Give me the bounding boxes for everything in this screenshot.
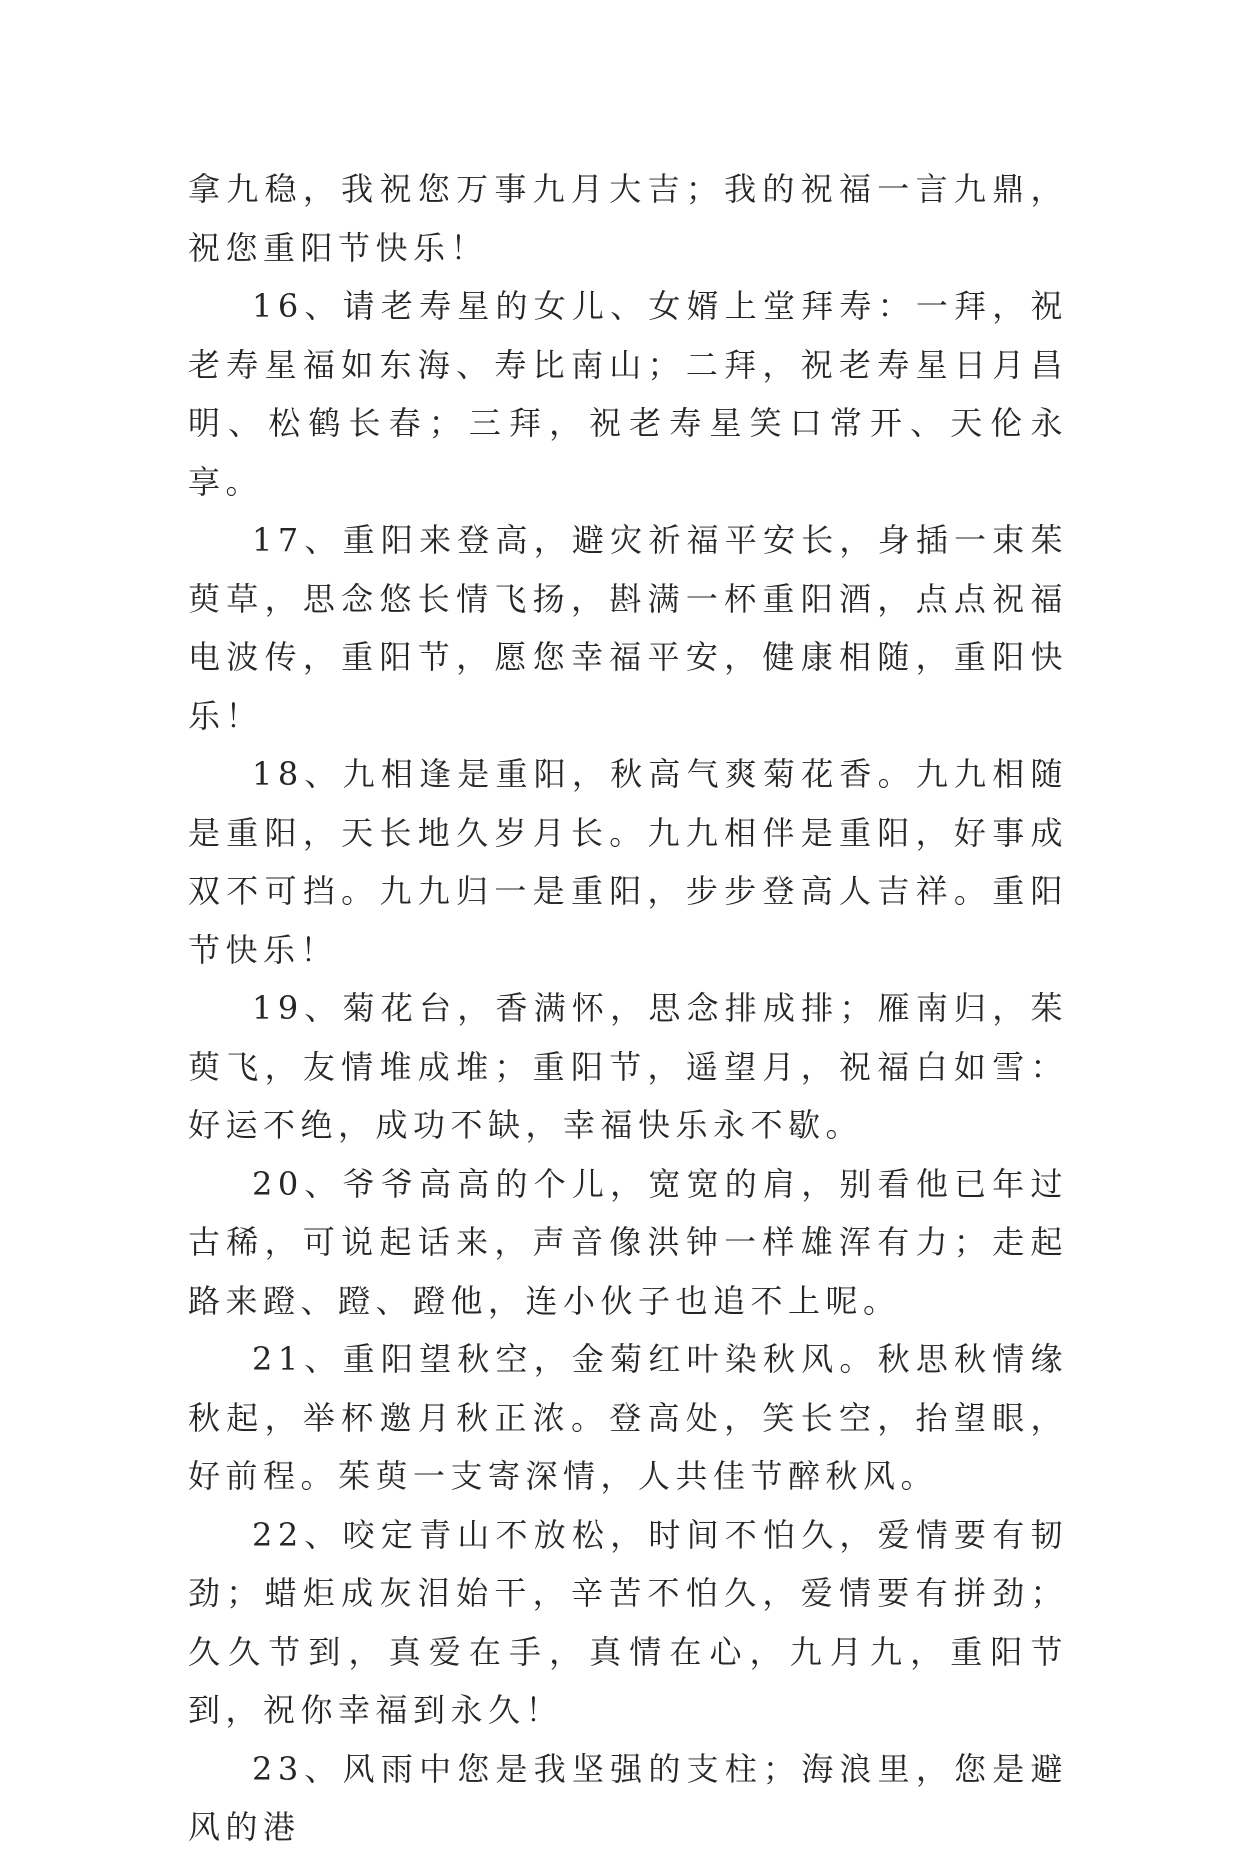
document-body: [188, 160, 1068, 1857]
paragraph-continuation: 拿九稳，我祝您万事九月大吉；我的祝福一言九鼎，祝您重阳节快乐！: [188, 170, 1068, 267]
paragraph-22: 22、咬定青山不放松，时间不怕久，爱情要有韧劲；蜡炬成灰泪始干，辛苦不怕久，爱情要有拼劲；久久节到，真爱在手，真情在心，九月九，重阳节到，祝你幸福到永久！: [188, 1515, 1068, 1729]
paragraph-18: 18、九相逢是重阳，秋高气爽菊花香。九九相随是重阳，天长地久岁月长。九九相伴是重阳，好事成双不可挡。九九归一是重阳，步步登高人吉祥。重阳节快乐！: [188, 755, 1068, 969]
paragraph-19: 19、菊花台，香满怀，思念排成排；雁南归，茱萸飞，友情堆成堆；重阳节，遥望月，祝福白如雪：好运不绝，成功不缺，幸福快乐永不歇。: [188, 989, 1068, 1144]
paragraph-23: 23、风雨中您是我坚强的支柱；海浪里，您是避风的港: [188, 1749, 1068, 1846]
paragraph-16: 16、请老寿星的女儿、女婿上堂拜寿：一拜，祝老寿星福如东海、寿比南山；二拜，祝老寿星日月昌明、松鹤长春；三拜，祝老寿星笑口常开、天伦永享。: [188, 287, 1068, 501]
paragraph-21: 21、重阳望秋空，金菊红叶染秋风。秋思秋情缘秋起，举杯邀月秋正浓。登高处，笑长空，抬望眼，好前程。茱萸一支寄深情，人共佳节醉秋风。: [188, 1340, 1068, 1495]
paragraph-17: 17、重阳来登高，避灾祈福平安长，身插一束茱萸草，思念悠长情飞扬，斟满一杯重阳酒，点点祝福电波传，重阳节，愿您幸福平安，健康相随，重阳快乐！: [188, 521, 1068, 735]
paragraph-20: 20、爷爷高高的个儿，宽宽的肩，别看他已年过古稀，可说起话来，声音像洪钟一样雄浑有力；走起路来蹬、蹬、蹬他，连小伙子也追不上呢。: [188, 1164, 1068, 1320]
